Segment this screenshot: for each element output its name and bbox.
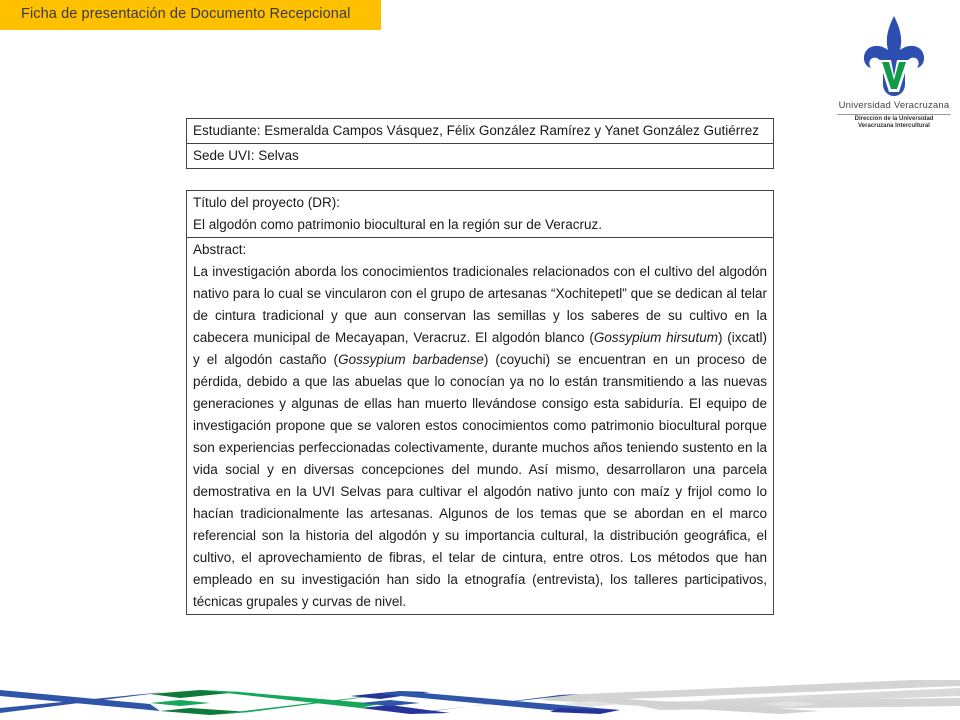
university-name: Universidad Veracruzana: [838, 100, 950, 111]
band-stripe-navy: [550, 708, 620, 714]
abstract-text-part: La investigación aborda los conocimientos tradicionales relacionados con el cultivo del algodón nativo para lo cual se vincularon con el grupo de artesanas “Xochitepetl” que se dedican al telar de cintura tradicional y que aun conservan las semillas y los saberes de su cultivo en la cabecera municipal de Mecayapan, Veracruz. El algodón blanco (: [193, 264, 767, 345]
sede-cell: Sede UVI: Selvas: [187, 144, 774, 169]
abstract-text: [193, 261, 767, 613]
species-name: Gossypium hirsutum: [593, 330, 718, 345]
band-diamond-green: [150, 700, 210, 706]
abstract-label: Abstract:: [193, 242, 247, 257]
project-title-value: El algodón como patrimonio biocultural en la región sur de Veracruz.: [193, 217, 602, 232]
band-stripe-green: [150, 690, 240, 698]
project-title-label: Título del proyecto (DR):: [193, 195, 341, 210]
band-stripe-green: [160, 708, 250, 715]
university-logo: [835, 10, 953, 130]
table-row: [187, 144, 774, 169]
header-title: Ficha de presentación de Documento Recepcional: [21, 6, 351, 22]
abstract-text-part: ) (coyuchi) se encuentran en un proceso de pérdida, debido a que las abuelas que lo conocían ya no lo están transmitiendo a las nuevas generaciones y algunas de ellas han muerto llevándose consigo esta sabiduría. El equipo de investigación propone que se valoren estos conocimientos como patrimonio biocultural porque son experiencias perfeccionadas colectivamente, durante muchos años teniendo sustento en la vida social y en diversas concepciones del mundo. Así mismo, desarrollaron una parcela demostrativa en la UVI Selvas para cultivar el algodón nativo junto con maíz y frijol como lo hacían tradicionalmente las artesanas. Algunos de los temas que se abordan en el marco referencial son la historia del algodón y su importancia cultural, la distribución geográfica, el cultivo, el aprovechamiento de fibras, el telar de cintura, entre otros. Los métodos que han empleado en su investigación han sido la etnografía (entrevista), los talleres participativos, técnicas grupales y curvas de nivel.: [193, 352, 767, 609]
band-stripe-green: [200, 690, 380, 708]
logo-subtitle: [835, 116, 953, 129]
student-table: [186, 118, 774, 169]
band-stripe-navy: [360, 705, 450, 714]
project-table: [186, 190, 774, 615]
table-row: [187, 119, 774, 144]
abstract-cell: [187, 238, 774, 615]
flor-de-lis-v-icon: [861, 14, 927, 98]
logo-subtitle-line1: Dirección de la Universidad: [854, 116, 934, 122]
student-cell: Estudiante: Esmeralda Campos Vásquez, Félix González Ramírez y Yanet González Gutiérrez: [187, 119, 774, 144]
species-name: Gossypium barbadense: [338, 352, 484, 367]
abstract-text-part: ) (ixcatl) y el algodón castaño (: [193, 330, 767, 367]
logo-divider: [837, 114, 951, 115]
decorative-footer-band: [0, 680, 960, 720]
logo-subtitle-line2: Veracruzana Intercultural: [858, 122, 930, 129]
header-bar: [0, 0, 381, 30]
project-title-cell: [187, 191, 774, 238]
table-row: [187, 191, 774, 238]
table-row: [187, 238, 774, 615]
